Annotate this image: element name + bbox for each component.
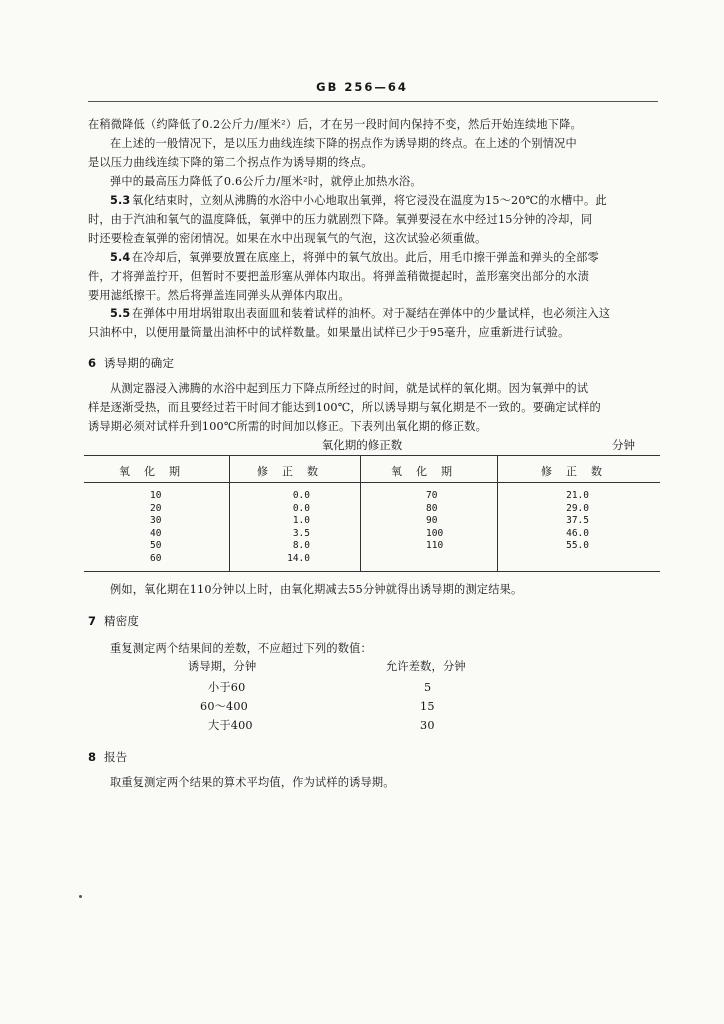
paragraph-line: 时还要检查氧弹的密闭情况。如果在水中出现氧气的气泡，这次试验必须重做。	[88, 232, 487, 245]
example-text: 例如，氧化期在110分钟以上时，由氧化期减去55分钟就得出诱导期的测定结果。	[110, 583, 523, 596]
table-cell: 21.0	[566, 490, 589, 501]
page-header: GB 256—64	[316, 80, 408, 94]
table-unit: 分钟	[612, 438, 635, 452]
table-title: 氧化期的修正数	[321, 438, 403, 452]
clause-number: 5.3	[110, 194, 131, 207]
table-cell: 1.0	[292, 515, 310, 527]
table-cell: 8.0	[292, 540, 310, 552]
paragraph-line: 时，由于汽油和氧气的温度降低，氧弹中的压力就剧烈下降。氧弹要浸在水中经过15分钟的冷却，同	[88, 213, 593, 226]
table-column-correction-right	[545, 490, 589, 553]
table-cell: 90	[426, 515, 438, 527]
table-cell: 80	[426, 502, 438, 514]
paragraph-line: 在稍微降低（约降低了0.2公斤力/厘米²）后，才在另一段时间内保持不变，然后开始连续地下降。	[88, 118, 582, 131]
section-title: 报告	[104, 750, 128, 764]
paragraph-line: 只油杯中，以便用量筒量出油杯中的试样数量。如果量出试样已少于95毫升，应重新进行试验。	[88, 326, 570, 339]
paragraph-line: 要用滤纸擦干。然后将弹盖连同弹头从弹体内取出。	[88, 289, 350, 302]
precision-value: 30	[420, 719, 435, 732]
precision-range: 大于400	[208, 719, 253, 732]
precision-value: 15	[420, 700, 435, 713]
table-bottom-rule	[84, 571, 660, 572]
paragraph-line: 重复测定两个结果间的差数，不应超过下列的数值：	[110, 642, 372, 655]
section-title: 诱导期的确定	[104, 356, 175, 370]
table-cell: 60	[150, 552, 162, 564]
table-cell: 37.5	[566, 515, 589, 527]
table-cell: 110	[426, 540, 444, 552]
table-top-rule	[84, 455, 660, 456]
precision-column-header: 允许差数，分钟	[386, 660, 466, 673]
table-cell: 70	[426, 490, 438, 501]
section-number: 7	[88, 614, 97, 628]
table-cell: 10	[150, 490, 162, 501]
table-cell: 14.0	[287, 552, 310, 564]
table-cell: 100	[426, 527, 444, 539]
precision-value: 5	[424, 681, 432, 694]
paragraph-line: 样是逐渐受热，而且要经过若干时间才能达到100℃，所以诱导期与氧化期是不一致的。要确定试样的	[88, 401, 601, 414]
table-cell: 30	[150, 515, 162, 527]
paragraph-line: 件，才将弹盖拧开，但暂时不要把盖形塞从弹体内取出。将弹盖稍微提起时，盖形塞突出部分的水渍	[88, 270, 590, 283]
precision-range: 小于60	[208, 681, 246, 694]
table-header-cell: 氧化期	[119, 465, 194, 478]
table-column-period-right	[426, 490, 456, 553]
section-number: 6	[88, 356, 97, 370]
paragraph-line: 氧化结束时，立刻从沸腾的水浴中小心地取出氧弹，将它浸没在温度为15～20℃的水槽中。此	[132, 194, 607, 207]
table-cell: 20	[150, 502, 162, 514]
table-cell: 46.0	[566, 527, 589, 539]
table-column-period-left	[150, 490, 174, 566]
paragraph-line: 弹中的最高压力降低了0.6公斤力/厘米²时，就停止加热水浴。	[110, 175, 422, 188]
clause-number: 5.4	[110, 251, 131, 264]
table-cell: 55.0	[566, 540, 589, 552]
table-cell: 3.5	[292, 527, 310, 539]
paragraph-line: 诱导期必须对试样升到100℃所需的时间加以修正。下表列出氧化期的修正数。	[88, 420, 488, 433]
table-cell: 0.0	[292, 502, 310, 514]
table-column-correction-left	[270, 490, 310, 566]
table-cell: 50	[150, 540, 162, 552]
table-header-rule	[84, 482, 660, 483]
precision-range: 60～400	[200, 700, 248, 713]
paragraph-line: 从测定器浸入沸腾的水浴中起到压力下降点所经过的时间，就是试样的氧化期。因为氧弹中的试	[110, 382, 589, 395]
paragraph-line: 取重复测定两个结果的算术平均值，作为试样的诱导期。	[110, 776, 395, 789]
paragraph-line: 在上述的一般情况下，是以压力曲线连续下降的拐点作为诱导期的终点。在上述的个别情况中	[110, 137, 577, 150]
table-header-cell: 修正数	[541, 465, 616, 478]
scan-speck	[79, 895, 82, 898]
section-title: 精密度	[104, 614, 140, 628]
paragraph-line: 是以压力曲线连续下降的第二个拐点作为诱导期的终点。	[88, 156, 373, 169]
clause-number: 5.5	[110, 307, 131, 320]
paragraph-line: 在冷却后，氧弹要放置在底座上，将弹中的氧气放出。此后，用毛巾擦干弹盖和弹头的全部零	[132, 251, 599, 264]
header-rule	[88, 101, 658, 102]
table-cell: 0.0	[292, 490, 310, 501]
table-header-cell: 氧化期	[391, 465, 466, 478]
precision-column-header: 诱导期，分钟	[188, 660, 257, 673]
section-number: 8	[88, 750, 97, 764]
table-header-cell: 修正数	[257, 465, 332, 478]
paragraph-line: 在弹体中用坩埚钳取出表面皿和装着试样的油杯。对于凝结在弹体中的少量试样，也必须注入这	[132, 307, 611, 320]
table-cell: 29.0	[566, 502, 589, 514]
table-cell: 40	[150, 527, 162, 539]
